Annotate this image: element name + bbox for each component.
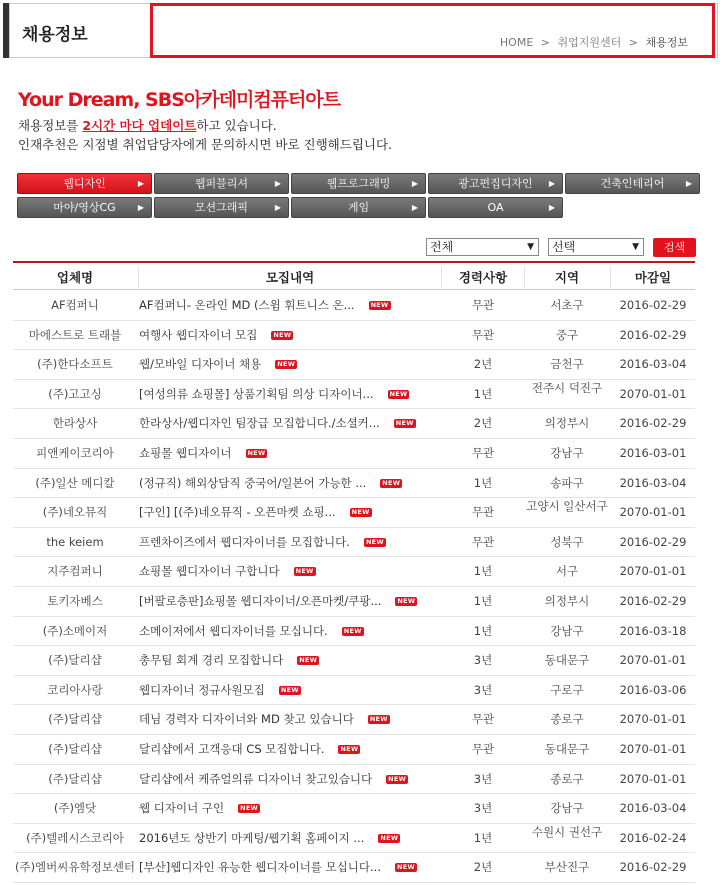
experience: 2년 [473,416,493,431]
company-name[interactable]: (주)네오뮤직 [42,505,108,520]
deadline: 2016-03-04 [619,801,687,816]
table-row[interactable] [13,469,695,499]
region: 종로구 [550,712,584,727]
job-title-cell[interactable] [139,705,439,734]
job-title[interactable]: 쇼핑몰 웹디자이너 구합니다 [139,564,280,579]
slogan: Your Dream, SBS아카데미컴퓨터아트 [18,89,341,111]
header-deadline: 마감일 [634,270,672,285]
job-title-cell[interactable] [139,676,439,705]
table-row[interactable] [13,380,695,410]
region: 금천구 [550,357,584,372]
company-name[interactable]: (주)달리샵 [48,742,102,756]
job-title[interactable]: 여행사 웹디자이너 모집 [139,327,258,342]
company-name[interactable]: the keiem [46,534,104,549]
category-game[interactable] [291,197,426,218]
intro-line-1-post: 하고 있습니다. [196,118,277,133]
job-title[interactable]: [여성의류 쇼핑몰] 상품기획팀 의상 디자이너... [139,386,374,401]
experience: 무관 [471,327,495,342]
category-oa[interactable] [428,197,563,218]
new-badge: NEW [277,360,296,369]
job-title-cell[interactable] [139,735,439,764]
region: 강남구 [550,446,584,460]
new-badge: NEW [299,656,318,665]
job-title-cell[interactable] [139,409,439,438]
job-title-cell[interactable] [139,557,439,586]
table-row[interactable] [13,676,695,706]
job-title[interactable]: [부산]웹디자인 유능한 웹디자이너를 모십니다... [139,860,381,875]
job-title[interactable]: 총무팀 회계 경리 모집합니다 [139,653,284,668]
job-title-cell[interactable] [139,646,439,675]
region: 서구 [555,564,579,579]
job-title-cell[interactable] [139,469,439,498]
job-title-cell[interactable] [139,794,439,823]
intro-line-1-highlight: 2시간 마다 업데이트 [82,118,197,133]
experience: 무관 [471,298,495,312]
new-badge: NEW [389,389,408,398]
job-title[interactable]: 소메이저에서 웹디자이너를 모십니다. [139,623,328,638]
table-row[interactable] [13,735,695,765]
job-title-cell[interactable] [139,617,439,646]
breadcrumb-current: 채용정보 [645,36,688,49]
breadcrumb-home[interactable]: HOME [499,36,534,49]
deadline: 2016-03-18 [619,623,687,638]
deadline: 2070-01-01 [619,712,687,727]
job-title-cell[interactable] [139,380,439,409]
job-title-cell[interactable] [139,291,439,320]
deadline: 2016-03-04 [619,357,687,372]
breadcrumb-separator: > [540,36,550,49]
deadline: 2070-01-01 [619,505,687,520]
new-badge: NEW [247,449,266,457]
experience: 3년 [473,653,493,668]
category-web-publisher[interactable] [154,173,289,194]
arrow-right-icon: ▶ [137,179,144,188]
field-select[interactable] [548,238,644,256]
region-select-value: 전체 [430,240,454,254]
header-title: 모집내역 [265,270,315,285]
arrow-right-icon: ▶ [411,179,418,188]
arrow-right-icon: ▶ [137,203,144,212]
experience: 1년 [473,594,493,608]
experience: 1년 [473,386,493,401]
job-title-cell[interactable] [139,824,439,853]
deadline: 2070-01-01 [619,653,687,668]
deadline: 2016-02-29 [619,534,687,549]
header-experience: 경력사항 [458,270,508,285]
region-select[interactable] [426,238,539,256]
job-title-cell[interactable] [139,350,439,379]
experience: 무관 [471,534,495,549]
new-badge: NEW [280,685,299,694]
category-label: 웹디자인 [63,177,106,190]
breadcrumb-separator: > [628,36,638,49]
job-title-cell[interactable] [139,498,439,527]
region: 의정부시 [544,594,590,608]
new-badge: NEW [340,745,359,753]
region: 구로구 [550,682,584,697]
company-name[interactable]: (주)한다소프트 [37,357,113,372]
table-row[interactable] [13,765,695,795]
region: 고양시 일산서구 [526,499,608,514]
region: 송파구 [550,475,584,490]
job-title[interactable]: 달리샵에서 고객응대 CS 모집합니다. [139,742,325,756]
company-name[interactable]: (주)달리샵 [48,771,102,786]
job-title[interactable]: 달리샵에서 케쥬얼의류 디자이너 찾고있습니다 [139,771,373,786]
experience: 3년 [473,771,493,786]
category-label: OA [487,201,504,214]
table-row[interactable] [13,439,695,469]
deadline: 2016-02-29 [619,327,687,342]
new-badge: NEW [380,833,399,842]
region: 강남구 [550,801,584,816]
table-row[interactable] [13,587,695,617]
header-company: 업체명 [56,270,94,285]
new-badge: NEW [397,597,416,605]
company-name[interactable]: AF컴퍼니 [51,298,99,312]
category-web-design[interactable] [17,173,152,194]
table-row[interactable] [13,794,695,824]
new-badge: NEW [369,715,388,724]
deadline: 2070-01-01 [619,771,687,786]
company-name[interactable]: (주)달리샵 [48,653,102,668]
new-badge: NEW [396,863,415,872]
experience: 2년 [473,860,493,875]
experience: 3년 [473,682,493,697]
deadline: 2070-01-01 [619,742,687,756]
arrow-right-icon: ▶ [548,179,555,188]
experience: 1년 [473,564,493,579]
category-web-programming[interactable] [291,173,426,194]
new-badge: NEW [370,301,389,309]
company-name[interactable]: 한라상사 [52,416,98,431]
job-title[interactable]: 프렌차이즈에서 웹디자이너를 모집합니다. [139,534,350,549]
company-name[interactable]: 토키자베스 [47,594,103,608]
deadline: 2016-02-29 [619,860,687,875]
arrow-right-icon: ▶ [411,203,418,212]
region: 서초구 [550,298,584,312]
category-label: 게임 [347,201,370,214]
new-badge: NEW [388,774,407,783]
job-title[interactable]: 웹디자이너 정규사원모집 [139,682,265,697]
region: 수원시 권선구 [531,824,603,839]
intro-line-1-pre: 채용정보를 [18,118,83,133]
arrow-right-icon: ▶ [274,203,281,212]
new-badge: NEW [395,419,414,428]
region: 부산진구 [544,860,590,875]
company-name[interactable]: (주)달리샵 [48,712,102,727]
job-title[interactable]: 웹 디자이너 구인 [139,801,225,816]
experience: 2년 [473,357,493,372]
company-name[interactable]: (주)일산 메디칼 [35,475,115,490]
job-title[interactable]: 데님 경력자 디자이너와 MD 찾고 있습니다 [139,712,354,727]
category-ad-editorial-design[interactable] [428,173,563,194]
company-name[interactable]: 지주컴퍼니 [47,564,103,579]
new-badge: NEW [343,626,362,635]
company-name[interactable]: (주)엠버씨유학정보센터 [14,860,136,875]
category-label: 마야/영상CG [53,201,116,214]
chevron-down-icon: ▼ [632,242,639,252]
page-title: 채용정보 [22,25,88,45]
category-label: 광고편집디자인 [458,177,533,190]
company-name[interactable]: 피앤케이코리아 [36,446,114,460]
region: 동대문구 [544,742,590,756]
category-architecture-interior[interactable] [565,173,700,194]
region: 성북구 [550,534,584,549]
intro-line-1 [18,116,277,134]
column-divider [441,266,442,288]
job-title[interactable]: 웹/모바일 디자이너 채용 [139,357,262,372]
job-title[interactable]: 2016년도 상반기 마케팅/웹기획 홈페이지 ... [139,830,365,845]
deadline: 2016-02-24 [619,830,687,845]
category-label: 모션그래픽 [194,201,249,214]
intro-line-2: 인재추천은 지점별 취업담당자에게 문의하시면 바로 진행해드립니다. [18,137,393,152]
table-row[interactable] [13,853,695,883]
breadcrumb [498,34,690,50]
new-badge: NEW [295,567,314,576]
new-badge: NEW [365,537,384,546]
job-title-cell[interactable] [139,587,439,616]
job-title-cell[interactable] [139,528,439,557]
category-label: 웹퍼블리셔 [194,177,249,190]
deadline: 2016-03-06 [619,682,687,697]
new-badge: NEW [351,508,370,517]
table-row[interactable] [13,646,695,676]
deadline: 2016-02-29 [619,594,687,608]
arrow-right-icon: ▶ [548,203,555,212]
deadline: 2016-03-01 [619,446,687,460]
job-title-cell[interactable] [139,765,439,794]
deadline: 2016-02-29 [619,298,687,312]
experience: 무관 [471,505,495,520]
company-name[interactable]: (주)엠닷 [53,801,97,816]
field-select-value: 선택 [552,240,576,254]
category-label: 웹프로그래밍 [326,177,391,190]
new-badge: NEW [273,330,292,339]
search-button[interactable]: 검색 [653,238,696,257]
header-region: 지역 [554,270,580,285]
job-title[interactable]: [구인] [(주)네오뮤직 - 오픈마켓 쇼핑... [139,505,336,520]
experience: 1년 [473,475,493,490]
region: 중구 [555,327,579,342]
breadcrumb-career-center[interactable]: 취업지원센터 [557,36,622,49]
new-badge: NEW [382,478,401,487]
table-row[interactable] [13,824,695,854]
table-row[interactable] [13,291,695,321]
region: 전주시 덕진구 [531,380,603,395]
region: 동대문구 [544,653,590,668]
job-title[interactable]: 쇼핑몰 웹디자이너 [139,446,232,460]
table-row[interactable] [13,409,695,439]
experience: 무관 [471,446,495,460]
company-name[interactable]: (주)텔레시스코리아 [26,830,124,845]
new-badge: NEW [240,804,259,813]
table-row[interactable] [13,557,695,587]
table-row[interactable] [13,350,695,380]
job-title-cell[interactable] [139,853,439,882]
job-title[interactable]: 한라상사/웹디자인 팀장급 모집합니다./소셜커... [139,416,380,431]
table-row[interactable] [13,617,695,647]
arrow-right-icon: ▶ [685,179,692,188]
deadline: 2016-02-29 [619,416,687,431]
deadline: 2016-03-04 [619,475,687,490]
experience: 무관 [471,712,495,727]
deadline: 2070-01-01 [619,564,687,579]
arrow-right-icon: ▶ [274,179,281,188]
table-row[interactable] [13,321,695,351]
job-title-cell[interactable] [139,321,439,350]
chevron-down-icon: ▼ [527,242,534,252]
region: 강남구 [550,623,584,638]
job-title-cell[interactable] [139,439,439,468]
company-name[interactable]: (주)소메이저 [42,623,108,638]
category-motion-graphics[interactable] [154,197,289,218]
job-title[interactable]: (정규직) 해외상담직 중국어/일본어 가능한 ... [139,475,367,490]
deadline: 2070-01-01 [619,386,687,401]
job-title[interactable]: AF컴퍼니- 온라인 MD (스윔 휘트니스 온... [139,298,355,312]
region: 의정부시 [544,416,590,431]
table-row[interactable] [13,528,695,558]
category-maya-video-cg[interactable] [17,197,152,218]
experience: 1년 [473,830,493,845]
experience: 1년 [473,623,493,638]
table-row[interactable] [13,498,695,528]
company-name[interactable]: 마에스트로 트래블 [28,327,122,342]
job-title[interactable]: [버팔로층판]쇼핑몰 웹디자이너/오픈마켓/쿠팡... [139,594,382,608]
experience: 3년 [473,801,493,816]
company-name[interactable]: 코리아사랑 [47,682,103,697]
company-name[interactable]: (주)고고싱 [48,386,102,401]
experience: 무관 [471,742,495,756]
category-label: 건축인테리어 [600,177,665,190]
table-row[interactable] [13,705,695,735]
table-header [13,261,695,290]
region: 종로구 [550,771,584,786]
